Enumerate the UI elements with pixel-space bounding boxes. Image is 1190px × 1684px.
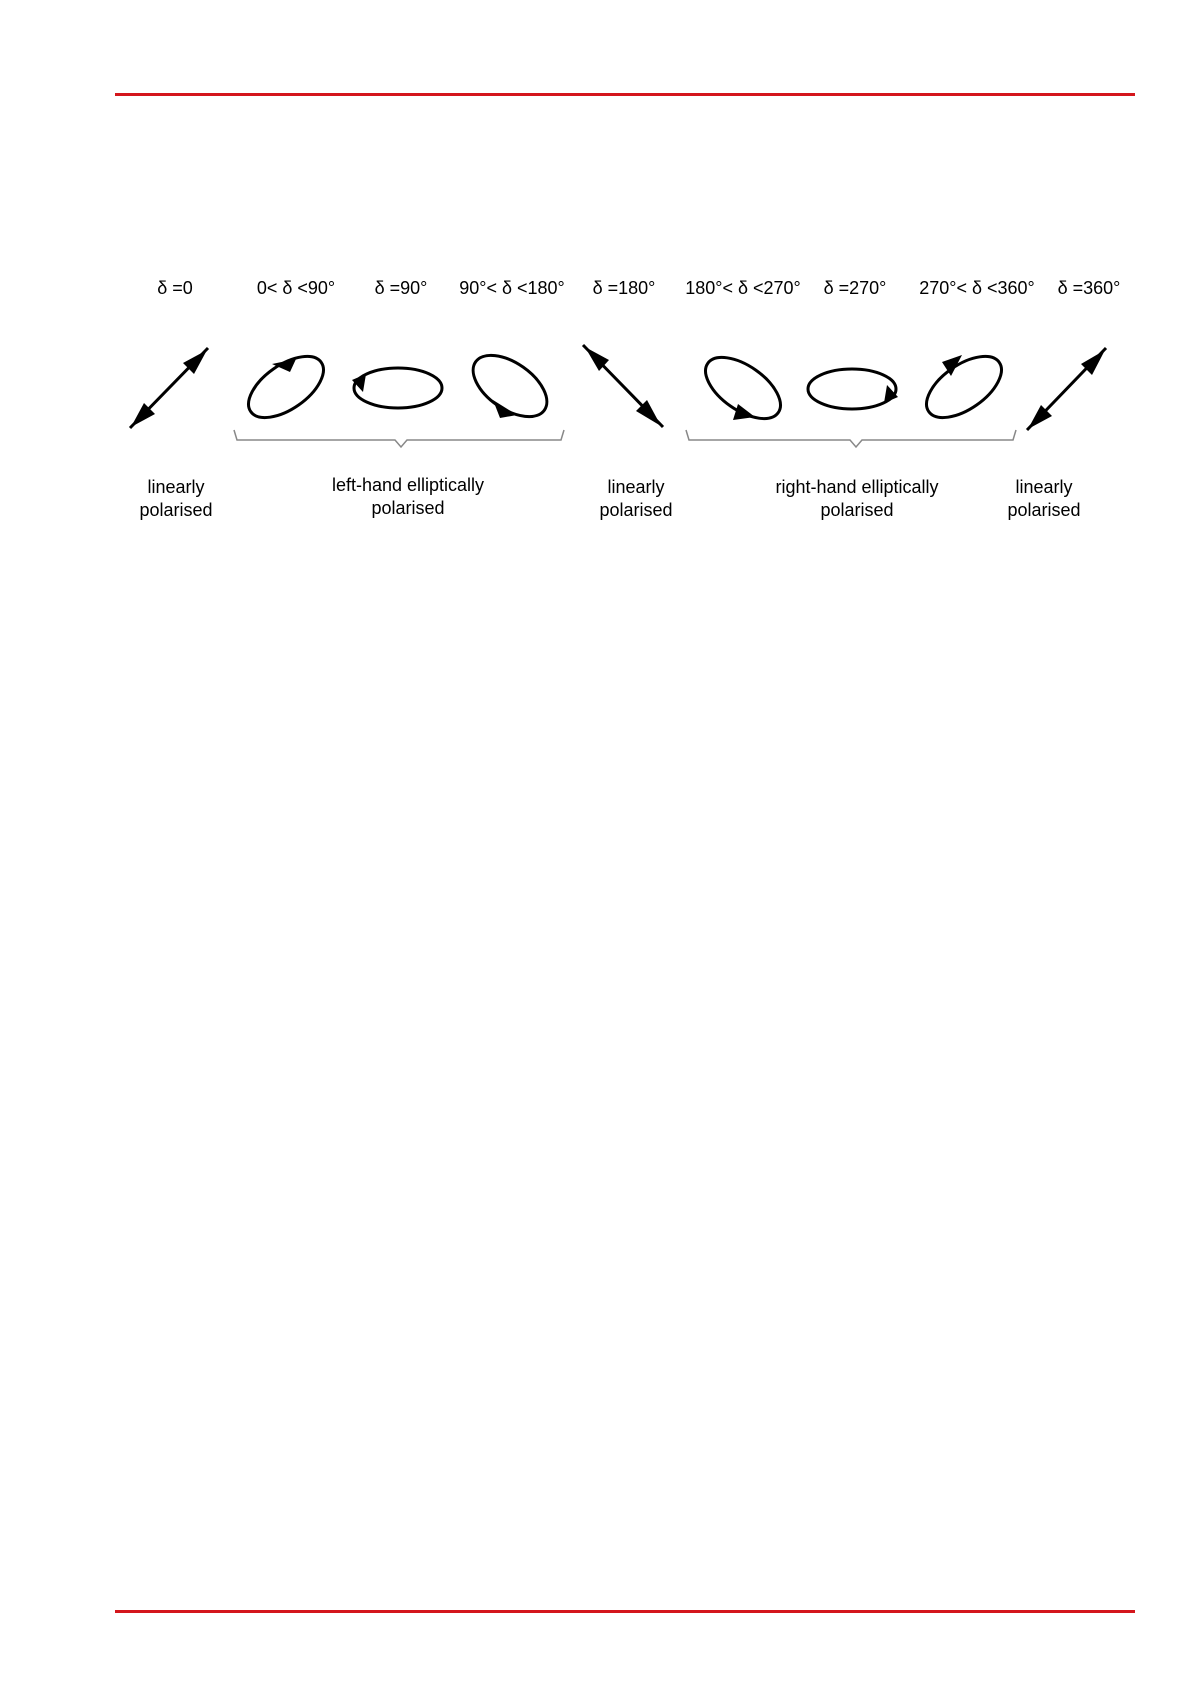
left-elliptical-state-3 bbox=[462, 343, 557, 429]
group-label-left-hand: left-hand elliptically bbox=[331, 475, 485, 495]
right-elliptical-state-6 bbox=[808, 369, 898, 409]
linear-state-180 bbox=[583, 345, 663, 427]
delta-label-8: δ =360° bbox=[1057, 278, 1121, 298]
delta-label-6: δ =270° bbox=[823, 278, 887, 298]
group-label-right-hand-line2: polarised bbox=[820, 500, 894, 520]
delta-label-3: 90°< δ <180° bbox=[459, 278, 565, 298]
group-label-linear-1: linearly bbox=[147, 477, 205, 497]
linear-state-0 bbox=[130, 348, 208, 428]
linear-state-360 bbox=[1027, 348, 1106, 430]
delta-label-2: δ =90° bbox=[374, 278, 428, 298]
right-elliptical-state-7 bbox=[916, 344, 1012, 429]
delta-label-7: 270°< δ <360° bbox=[919, 278, 1035, 298]
left-hand-bracket bbox=[234, 430, 564, 447]
left-elliptical-state-1 bbox=[238, 344, 334, 429]
delta-label-5: 180°< δ <270° bbox=[685, 278, 801, 298]
right-elliptical-state-5 bbox=[695, 345, 791, 430]
delta-label-0: δ =0 bbox=[157, 278, 193, 298]
group-label-left-hand-line2: polarised bbox=[371, 498, 445, 518]
group-label-linear-3-line2: polarised bbox=[1007, 500, 1081, 520]
delta-label-4: δ =180° bbox=[592, 278, 656, 298]
group-label-linear-2: linearly bbox=[607, 477, 665, 497]
group-label-linear-2-line2: polarised bbox=[599, 500, 673, 520]
right-hand-bracket bbox=[686, 430, 1016, 447]
delta-label-1: 0< δ <90° bbox=[256, 278, 336, 298]
left-elliptical-state-2 bbox=[352, 368, 442, 408]
group-label-right-hand: right-hand elliptically bbox=[775, 477, 939, 497]
group-label-linear-1-line2: polarised bbox=[139, 500, 213, 520]
group-label-linear-3: linearly bbox=[1015, 477, 1073, 497]
